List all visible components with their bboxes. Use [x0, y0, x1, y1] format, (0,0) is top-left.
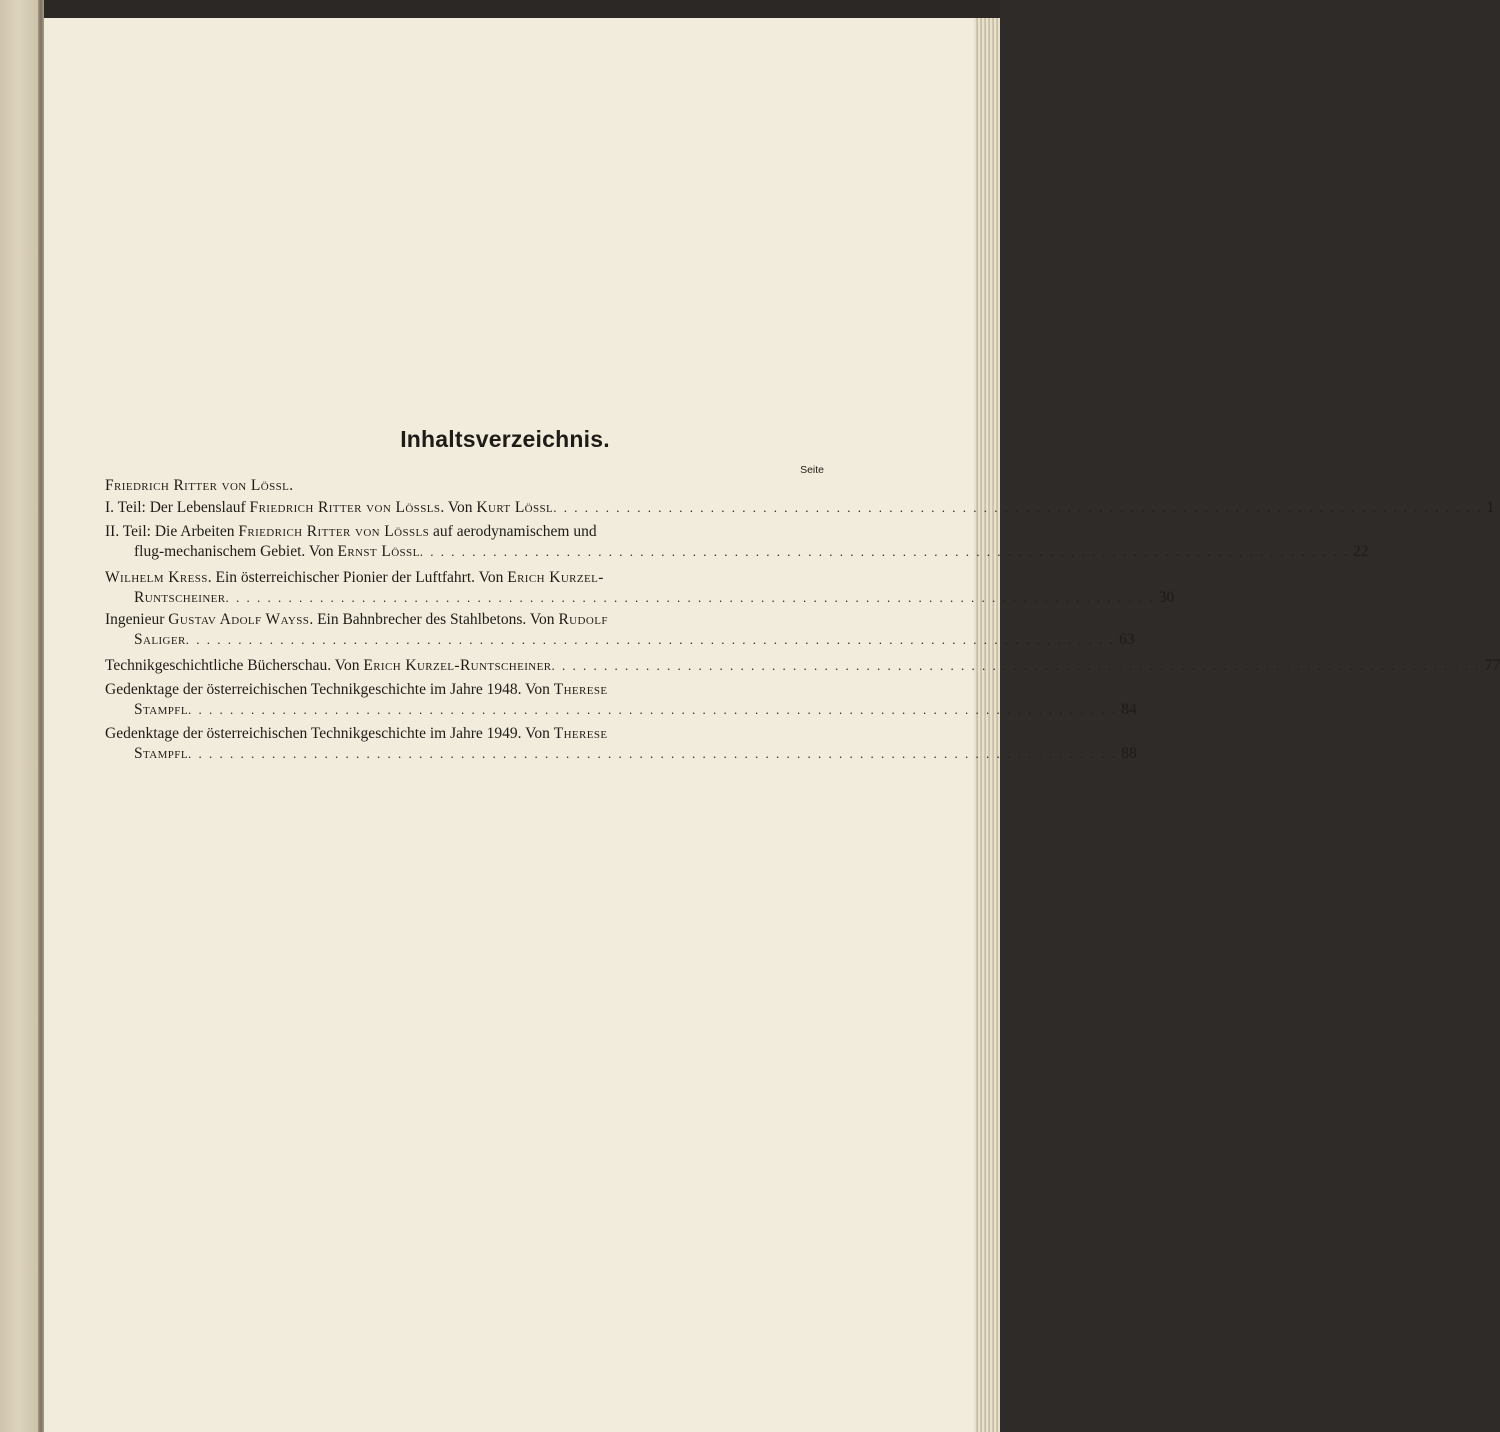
toc-entry-text: Stampfl	[134, 745, 188, 762]
toc-entry-text: Gedenktage der österreichischen Technikgeschichte im Jahre 1948. Von Therese	[105, 681, 608, 698]
toc-page-number: 77	[1484, 657, 1500, 674]
toc-entry-text: Gedenktage der österreichischen Technikgeschichte im Jahre 1949. Von Therese	[105, 725, 608, 742]
toc-page-number: 1	[1486, 499, 1495, 516]
toc-entry-line	[105, 680, 805, 700]
toc-page-number: 22	[1352, 543, 1369, 560]
toc-entry-text: I. Teil: Der Lebenslauf Friedrich Ritter von Lössls. Von Kurt Lössl	[105, 499, 554, 516]
dot-leader: . . . . . . . . . . . . . . . . . . . . . . . . . . . . . . . . . . . . . . . . . . . . . . . . . . . . . . . . . . . . . . . . . . . . . . . . . . . . . . . . . . . . . . . . .	[225, 590, 1155, 605]
page-stack-edge	[974, 18, 1000, 1432]
toc-entry-text: Saliger	[134, 631, 186, 648]
toc-page-number: 30	[1158, 589, 1175, 606]
toc-page-number: 63	[1119, 631, 1135, 648]
toc-section-heading	[105, 476, 525, 496]
dot-leader: . . . . . . . . . . . . . . . . . . . . . . . . . . . . . . . . . . . . . . . . . . . . . . . . . . . . . . . . . . . . . . . . . . . . . . . . . . . . . . . . . . . . . . . . .	[187, 746, 1118, 761]
toc-entry-line	[134, 542, 1369, 562]
toc-entry-text: II. Teil: Die Arbeiten Friedrich Ritter von Lössls auf aerodynamischem und	[105, 523, 597, 540]
toc-entry-text: Ingenieur Gustav Adolf Wayss. Ein Bahnbrecher des Stahlbetons. Von Rudolf	[105, 611, 608, 628]
toc-entry-line	[134, 700, 1137, 720]
page-title: Inhaltsverzeichnis.	[400, 426, 610, 452]
scan-top-border	[0, 0, 1000, 18]
page-column-header: Seite	[800, 464, 824, 476]
toc-entry-line	[134, 630, 1135, 650]
toc-entry-text: Wilhelm Kress. Ein österreichischer Pionier der Luftfahrt. Von Erich Kurzel-	[105, 569, 604, 586]
toc-entry-text: Stampfl	[134, 701, 188, 718]
toc-entry-line	[105, 610, 805, 630]
toc-page-number: 88	[1121, 745, 1137, 762]
toc-entry-line	[134, 588, 1175, 608]
dot-leader: . . . . . . . . . . . . . . . . . . . . . . . . . . . . . . . . . . . . . . . . . . . . . . . . . . . . . . . . . . . . . . . . . . . . . . . . . . . . . . . . . . . . . . . . .	[185, 632, 1115, 647]
toc-entry-line	[105, 724, 805, 744]
toc-heading-text: Friedrich Ritter von Lössl.	[105, 477, 294, 494]
toc-entry	[105, 498, 1495, 518]
toc-entry-text: flug-mechanischem Gebiet. Von Ernst Lössl	[134, 543, 420, 560]
toc-entry-text: Technikgeschichtliche Bücherschau. Von Erich Kurzel-Runtscheiner	[105, 657, 552, 674]
dot-leader: . . . . . . . . . . . . . . . . . . . . . . . . . . . . . . . . . . . . . . . . . . . . . . . . . . . . . . . . . . . . . . . . . . . . . . . . . . . . . . . . . . . . . . . . .	[551, 658, 1481, 673]
dot-leader: . . . . . . . . . . . . . . . . . . . . . . . . . . . . . . . . . . . . . . . . . . . . . . . . . . . . . . . . . . . . . . . . . . . . . . . . . . . . . . . . . . . . . . . . .	[419, 544, 1349, 559]
toc-entry-text: Runtscheiner	[134, 589, 226, 606]
toc-entry-line	[134, 744, 1137, 764]
toc-entry-line	[105, 568, 805, 588]
toc-page-number: 84	[1121, 701, 1137, 718]
toc-entry-line	[105, 522, 805, 542]
dot-leader: . . . . . . . . . . . . . . . . . . . . . . . . . . . . . . . . . . . . . . . . . . . . . . . . . . . . . . . . . . . . . . . . . . . . . . . . . . . . . . . . . . . . . . . . .	[187, 702, 1118, 717]
dot-leader: . . . . . . . . . . . . . . . . . . . . . . . . . . . . . . . . . . . . . . . . . . . . . . . . . . . . . . . . . . . . . . . . . . . . . . . . . . . . . . . . . . . . . . . . .	[553, 500, 1483, 515]
toc-entry	[105, 656, 1500, 676]
